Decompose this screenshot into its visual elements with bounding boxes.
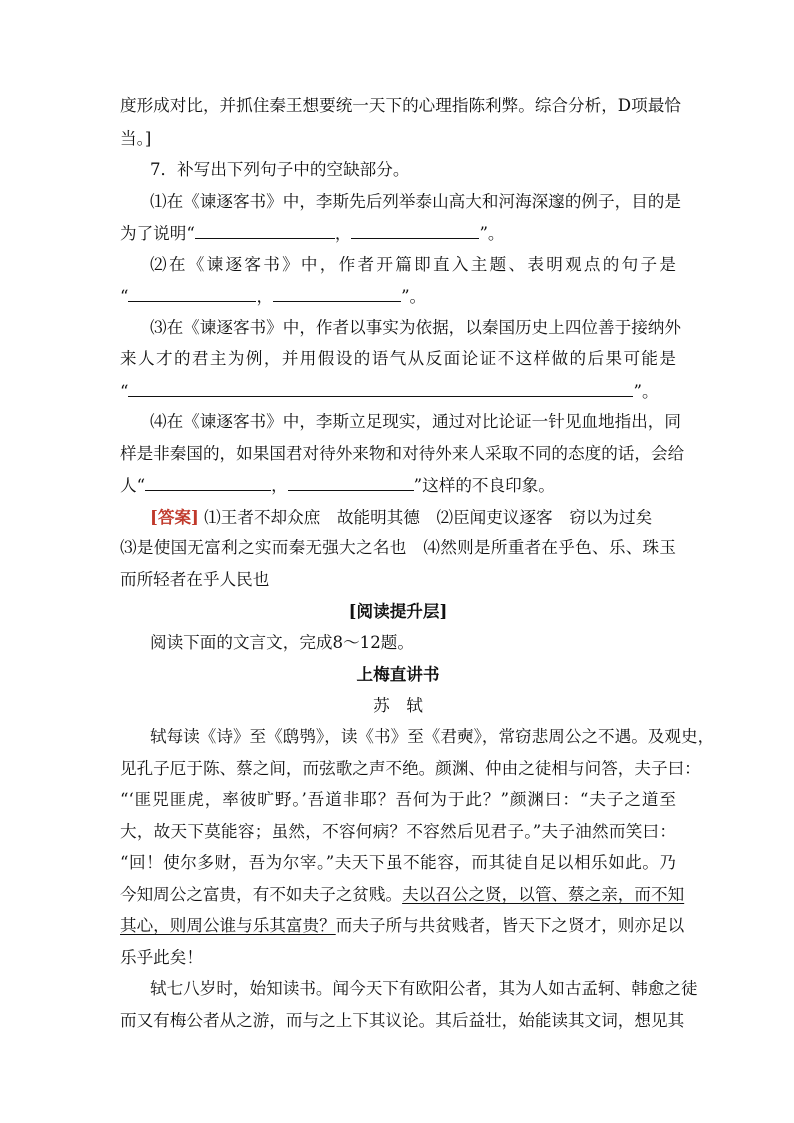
q7-p4-line-3 — [120, 473, 676, 497]
q7-p3-line-1: ⑶在《谏逐客书》中，作者以事实为依据，以秦国历史上四位善于接纳外 — [150, 318, 681, 337]
q7-p2-quote-close: ”。 — [401, 287, 427, 306]
q7-p2-sep: ， — [256, 287, 274, 306]
passage-p1-line-5: “回！使尔多财，吾为尔宰。”夫天下虽不能容，而其徒自足以相乐如此。乃 — [120, 853, 676, 872]
q7-p1-line-1: ⑴在《谏逐客书》中，李斯先后列举泰山高大和河海深邃的例子，目的是 — [150, 192, 681, 211]
q7-p3-quote-open: “ — [120, 382, 129, 401]
q7-p2-line-1: ⑵在《谏逐客书》中，作者开篇即直入主题、表明观点的句子是 — [150, 255, 676, 274]
q7-p4-line-1: ⑷在《谏逐客书》中，李斯立足现实，通过对比论证一针见血地指出，同 — [150, 412, 681, 431]
passage-p1-line-3: “‘匪兕匪虎，率彼旷野。’吾道非耶？吾何为于此？”颜渊曰：“夫子之道至 — [120, 790, 676, 809]
passage-p1-l7-plain: 而夫子所与共贫贱者，皆天下之贤才，则亦足以 — [335, 916, 685, 935]
passage-p1-line-8: 乐乎此矣！ — [120, 948, 203, 967]
answer-line-3: 而所轻者在乎人民也 — [120, 570, 270, 589]
passage-p1-line-7 — [120, 914, 685, 938]
blank-1-1 — [195, 221, 335, 239]
answer-line-2: ⑶是使国无富利之实而秦无强大之名也 ⑷然则是所重者在乎色、乐、珠玉 — [120, 538, 676, 557]
q7-p4-sep: ， — [271, 476, 288, 495]
answer-text-1: ⑴王者不却众庶 故能明其德 ⑵臣闻吏议逐客 窃以为过矣 — [204, 508, 653, 527]
q6-tail-line-1: 度形成对比，并抓住秦王想要统一天下的心理指陈利弊。综合分析，D项最恰 — [120, 96, 681, 115]
blank-4-2 — [288, 473, 414, 491]
q7-heading: 7．补写出下列句子中的空缺部分。 — [150, 160, 410, 179]
passage-p2-line-2: 而又有梅公者从之游，而与之上下其议论。其后益壮，始能读其文词，想见其 — [120, 1011, 685, 1030]
blank-1-2 — [351, 221, 479, 239]
q7-p1-quote-open: 为了说明“ — [120, 224, 195, 243]
q7-p4-quote-close: ”这样的不良印象。 — [413, 476, 555, 495]
blank-2-2 — [273, 284, 401, 302]
blank-4-1 — [145, 473, 271, 491]
passage-author: 苏 轼 — [373, 696, 423, 715]
underlined-sentence-part-2: 其心，则周公谁与乐其富贵？ — [120, 916, 336, 935]
answer-label: [答案] — [150, 507, 199, 527]
blank-2-1 — [128, 284, 256, 302]
passage-title: 上梅直讲书 — [356, 664, 440, 684]
section-title: [阅读提升层] — [348, 601, 448, 621]
passage-p1-line-1: 轼每读《诗》至《鸱鸮》，读《书》至《君奭》，常窃悲周公之不遇。及观史， — [150, 727, 715, 746]
underlined-sentence-part-1: 夫以召公之贤，以管、蔡之亲，而不知 — [402, 885, 685, 904]
passage-p2-line-1: 轼七八岁时，始知读书。闻今天下有欧阳公者，其为人如古孟轲、韩愈之徒 — [150, 979, 698, 998]
q7-p1-line-2 — [120, 221, 676, 245]
q7-p2-quote-open: “ — [120, 287, 129, 306]
passage-p1-line-4: 大，故天下莫能容；虽然，不容何病？不容然后见君子。”夫子油然而笑曰： — [120, 822, 676, 841]
q7-p3-line-2: 来人才的君主为例，并用假设的语气从反面论证不这样做的后果可能是 — [120, 349, 676, 368]
q6-tail-line-2: 当。] — [120, 129, 152, 148]
section-intro: 阅读下面的文言文，完成8～12题。 — [150, 633, 414, 652]
q7-p4-line-2: 样是非秦国的，如果国君对待外来物和对待外来人采取不同的态度的话，会给 — [120, 444, 685, 463]
passage-p1-line-6 — [120, 883, 685, 907]
q7-p3-quote-close: ”。 — [633, 382, 659, 401]
q7-p1-quote-close: ”。 — [479, 224, 505, 243]
q7-p2-line-2 — [120, 284, 676, 308]
passage-p1-l6-plain: 今知周公之富贵，有不如夫子之贫贱。 — [120, 885, 403, 904]
q7-p4-quote-open: 人“ — [120, 476, 146, 495]
answer-line-1 — [150, 505, 676, 529]
q7-p3-line-3 — [120, 379, 676, 403]
passage-p1-line-2: 见孔子厄于陈、蔡之间，而弦歌之声不绝。颜渊、仲由之徒相与问答，夫子曰： — [120, 759, 701, 778]
q7-p1-sep: ， — [334, 224, 352, 243]
blank-3-1 — [128, 379, 633, 397]
